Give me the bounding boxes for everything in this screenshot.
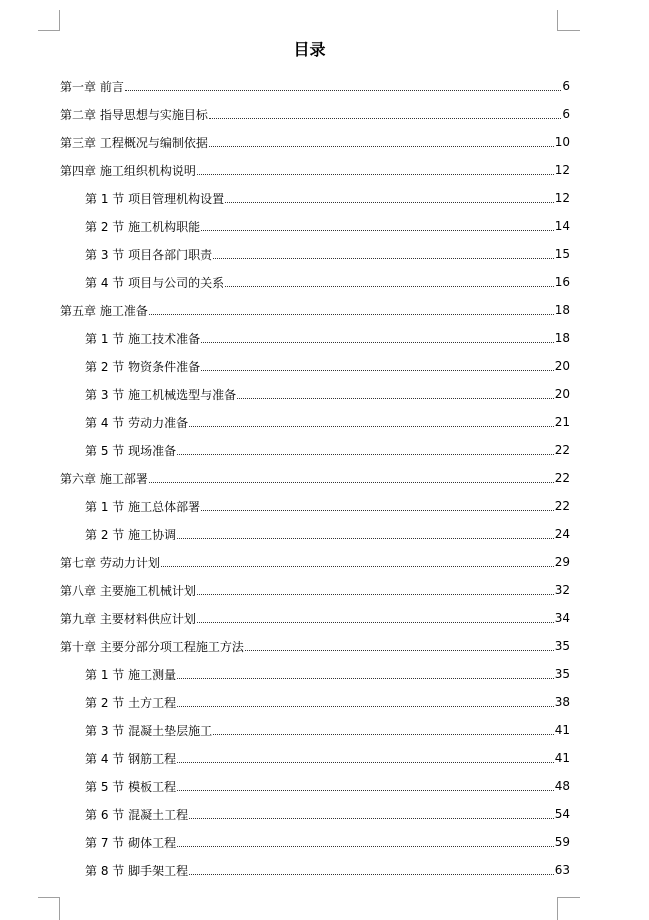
- toc-page-number: 59: [554, 835, 570, 849]
- toc-chapter-entry[interactable]: [60, 464, 570, 492]
- toc-chapter-entry[interactable]: [60, 632, 570, 660]
- dot-leader: [197, 174, 554, 175]
- dot-leader: [149, 314, 554, 315]
- dot-leader: [149, 482, 554, 483]
- toc-section-entry[interactable]: [60, 436, 570, 464]
- toc-entry-label: 第 3 节 施工机械选型与准备: [85, 387, 237, 402]
- dot-leader: [201, 342, 554, 343]
- toc-section-entry[interactable]: [60, 856, 570, 884]
- toc-page-number: 41: [554, 723, 570, 737]
- toc-entry-label: 第三章 工程概况与编制依据: [60, 135, 208, 150]
- dot-leader: [237, 398, 554, 399]
- toc-entry-label: 第 1 节 项目管理机构设置: [85, 191, 225, 206]
- dot-leader: [209, 118, 562, 119]
- dot-leader: [177, 790, 554, 791]
- toc-page-number: 6: [562, 79, 570, 93]
- dot-leader: [189, 426, 554, 427]
- dot-leader: [177, 538, 554, 539]
- toc-section-entry[interactable]: [60, 352, 570, 380]
- toc-page-number: 18: [554, 331, 570, 345]
- toc-section-entry[interactable]: [60, 184, 570, 212]
- toc-chapter-entry[interactable]: [60, 604, 570, 632]
- toc-page-number: 14: [554, 219, 570, 233]
- dot-leader: [213, 258, 554, 259]
- dot-leader: [201, 370, 554, 371]
- toc-page-number: 12: [554, 163, 570, 177]
- dot-leader: [201, 510, 554, 511]
- toc-entry-label: 第 4 节 项目与公司的关系: [85, 275, 225, 290]
- toc-page-number: 20: [554, 359, 570, 373]
- toc-section-entry[interactable]: [60, 716, 570, 744]
- dot-leader: [177, 454, 554, 455]
- toc-entry-label: 第五章 施工准备: [60, 303, 148, 318]
- toc-page-number: 18: [554, 303, 570, 317]
- dot-leader: [225, 202, 554, 203]
- toc-chapter-entry[interactable]: [60, 128, 570, 156]
- toc-entry-label: 第 6 节 混凝土工程: [85, 807, 189, 822]
- toc-section-entry[interactable]: [60, 828, 570, 856]
- toc-chapter-entry[interactable]: [60, 100, 570, 128]
- toc-page-number: 24: [554, 527, 570, 541]
- toc-page-number: 41: [554, 751, 570, 765]
- toc-chapter-entry[interactable]: [60, 296, 570, 324]
- toc-entry-label: 第八章 主要施工机械计划: [60, 583, 196, 598]
- toc-page-number: 21: [554, 415, 570, 429]
- toc-page-number: 22: [554, 443, 570, 457]
- toc-section-entry[interactable]: [60, 380, 570, 408]
- dot-leader: [177, 706, 554, 707]
- toc-entry-label: 第 2 节 施工协调: [85, 527, 177, 542]
- toc-page-number: 54: [554, 807, 570, 821]
- corner-mark-bottom-left: [59, 897, 60, 920]
- toc-section-entry[interactable]: [60, 212, 570, 240]
- toc-entry-label: 第二章 指导思想与实施目标: [60, 107, 208, 122]
- dot-leader: [189, 874, 554, 875]
- toc-entry-label: 第 1 节 施工总体部署: [85, 499, 201, 514]
- toc-section-entry[interactable]: [60, 744, 570, 772]
- toc-entry-label: 第 5 节 模板工程: [85, 779, 177, 794]
- toc-page-number: 22: [554, 499, 570, 513]
- toc-chapter-entry[interactable]: [60, 576, 570, 604]
- toc-page-number: 20: [554, 387, 570, 401]
- table-of-contents: [60, 72, 570, 884]
- dot-leader: [189, 818, 554, 819]
- toc-entry-label: 第 7 节 砌体工程: [85, 835, 177, 850]
- toc-page-number: 16: [554, 275, 570, 289]
- toc-entry-label: 第六章 施工部署: [60, 471, 148, 486]
- dot-leader: [245, 650, 554, 651]
- toc-entry-label: 第 5 节 现场准备: [85, 443, 177, 458]
- toc-page-number: 38: [554, 695, 570, 709]
- dot-leader: [201, 230, 554, 231]
- corner-mark-top-right: [557, 30, 580, 31]
- toc-entry-label: 第十章 主要分部分项工程施工方法: [60, 639, 244, 654]
- toc-page-number: 35: [554, 667, 570, 681]
- dot-leader: [209, 146, 554, 147]
- toc-section-entry[interactable]: [60, 240, 570, 268]
- toc-entry-label: 第 1 节 施工测量: [85, 667, 177, 682]
- toc-entry-label: 第 4 节 劳动力准备: [85, 415, 189, 430]
- toc-page-number: 15: [554, 247, 570, 261]
- toc-section-entry[interactable]: [60, 800, 570, 828]
- toc-page-number: 22: [554, 471, 570, 485]
- dot-leader: [225, 286, 554, 287]
- dot-leader: [177, 678, 554, 679]
- corner-mark-bottom-left: [38, 897, 60, 898]
- dot-leader: [197, 622, 554, 623]
- toc-entry-label: 第 4 节 钢筋工程: [85, 751, 177, 766]
- toc-entry-label: 第七章 劳动力计划: [60, 555, 160, 570]
- toc-page-number: 34: [554, 611, 570, 625]
- toc-page-number: 63: [554, 863, 570, 877]
- toc-section-entry[interactable]: [60, 520, 570, 548]
- dot-leader: [197, 594, 554, 595]
- toc-entry-label: 第 2 节 施工机构职能: [85, 219, 201, 234]
- toc-section-entry[interactable]: [60, 268, 570, 296]
- toc-entry-label: 第 3 节 项目各部门职责: [85, 247, 213, 262]
- toc-page-number: 12: [554, 191, 570, 205]
- toc-entry-label: 第 2 节 物资条件准备: [85, 359, 201, 374]
- corner-mark-top-right: [557, 10, 558, 31]
- toc-section-entry[interactable]: [60, 688, 570, 716]
- toc-page-number: 29: [554, 555, 570, 569]
- dot-leader: [177, 846, 554, 847]
- toc-page-number: 35: [554, 639, 570, 653]
- toc-entry-label: 第九章 主要材料供应计划: [60, 611, 196, 626]
- corner-mark-top-left: [38, 30, 60, 31]
- toc-section-entry[interactable]: [60, 492, 570, 520]
- page-title: 目录: [293, 40, 326, 59]
- toc-page-number: 6: [562, 107, 570, 121]
- corner-mark-bottom-right: [557, 897, 558, 920]
- dot-leader: [213, 734, 554, 735]
- dot-leader: [177, 762, 554, 763]
- toc-chapter-entry[interactable]: [60, 548, 570, 576]
- toc-page-number: 32: [554, 583, 570, 597]
- toc-chapter-entry[interactable]: [60, 72, 570, 100]
- corner-mark-top-left: [59, 10, 60, 31]
- dot-leader: [125, 90, 562, 91]
- toc-section-entry[interactable]: [60, 660, 570, 688]
- toc-entry-label: 第一章 前言: [60, 79, 124, 94]
- toc-entry-label: 第 2 节 土方工程: [85, 695, 177, 710]
- toc-entry-label: 第 8 节 脚手架工程: [85, 863, 189, 878]
- toc-entry-label: 第 3 节 混凝土垫层施工: [85, 723, 213, 738]
- toc-entry-label: 第 1 节 施工技术准备: [85, 331, 201, 346]
- toc-chapter-entry[interactable]: [60, 156, 570, 184]
- toc-section-entry[interactable]: [60, 408, 570, 436]
- dot-leader: [161, 566, 554, 567]
- corner-mark-bottom-right: [557, 897, 580, 898]
- toc-page-number: 48: [554, 779, 570, 793]
- toc-entry-label: 第四章 施工组织机构说明: [60, 163, 196, 178]
- toc-page-number: 10: [554, 135, 570, 149]
- toc-section-entry[interactable]: [60, 772, 570, 800]
- toc-section-entry[interactable]: [60, 324, 570, 352]
